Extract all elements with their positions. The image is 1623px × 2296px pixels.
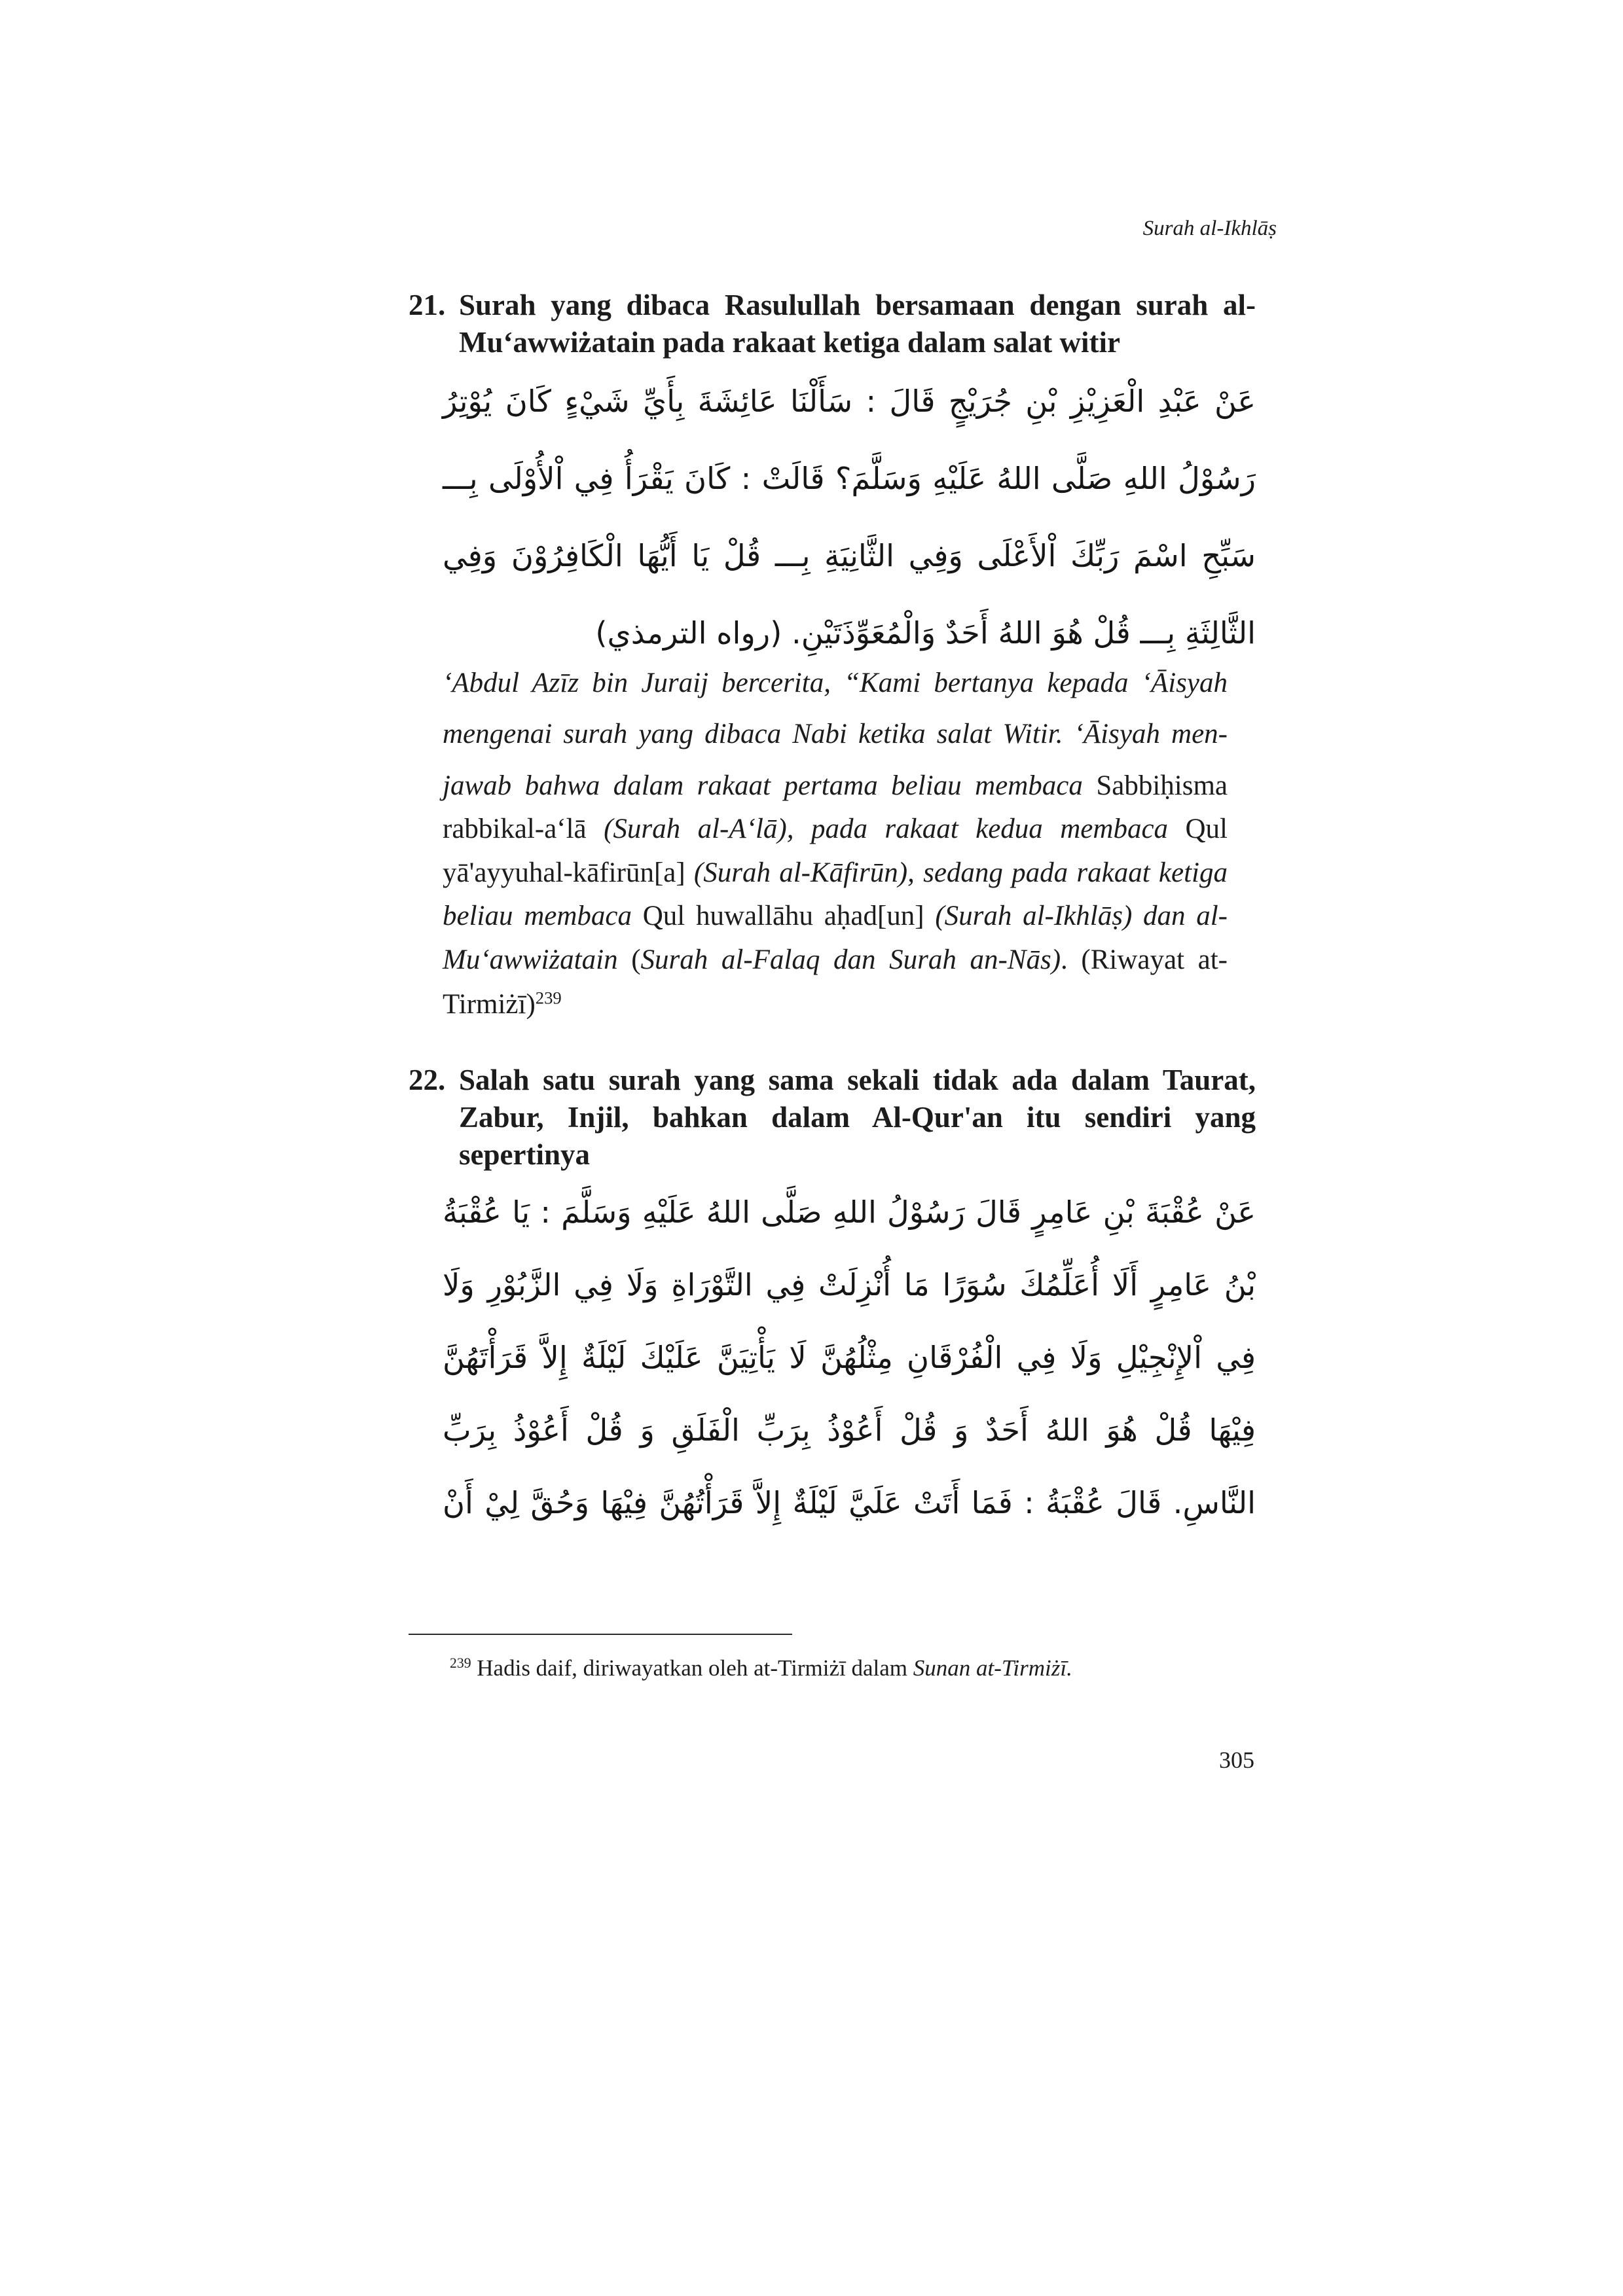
translation-line-4 <box>443 810 1228 849</box>
citation-text: . (Riwayat at- <box>1061 944 1228 975</box>
transliteration-text: rabbikal-a‘lā <box>443 814 587 844</box>
footnote <box>450 1653 1072 1684</box>
heading-line-2: Mu‘awwiżatain pada rakaat ketiga dalam salat witir <box>459 326 1120 359</box>
translation-paragraph <box>443 664 1228 1030</box>
footnote-separator <box>409 1634 792 1635</box>
page-number: 305 <box>1219 1747 1254 1773</box>
footnote-reference: 239 <box>535 988 562 1008</box>
translation-line-6 <box>443 897 1228 936</box>
arabic-hadith-22 <box>443 1176 1256 1539</box>
arabic-line-1: عَنْ عُقْبَةَ بْنِ عَامِرٍ قَالَ رَسُوْلُ اللهِ صَلَّى اللهُ عَلَيْهِ وَسَلَّمَ : يَا عُقْبَةُ <box>443 1194 1256 1230</box>
arabic-line-5: النَّاسِ. قَالَ عُقْبَةُ : فَمَا أَتَتْ عَلَيَّ لَيْلَةٌ إِلاَّ قَرَأْتُهُنَّ فِيْهَا وَحُقَّ لِيْ أَنْ <box>443 1485 1256 1520</box>
section-21-heading <box>409 287 1256 361</box>
translation-line-7 <box>443 941 1228 980</box>
footnote-source-title: Sunan at-Tirmiżī. <box>913 1655 1072 1681</box>
arabic-hadith-21 <box>443 363 1256 672</box>
translation-line-5 <box>443 853 1228 893</box>
translation-line-1 <box>443 664 1228 703</box>
transliteration-text: yā'ayyuhal-kāfirūn[a] <box>443 857 685 888</box>
section-22-heading <box>409 1062 1256 1174</box>
translation-text: mengenai surah yang dibaca Nabi ketika salat Witir. ‘Āisyah men- <box>443 719 1228 749</box>
translation-line-3 <box>443 766 1228 806</box>
heading-line-3: sepertinya <box>459 1138 590 1171</box>
heading-line-1: Surah yang dibaca Rasulullah bersamaan dengan surah al- <box>459 289 1256 321</box>
section-number: 22. <box>409 1064 446 1096</box>
heading-line-2: Zabur, Injil, bahkan dalam Al-Qur'an itu sendiri yang <box>459 1101 1256 1134</box>
arabic-line-2: بْنُ عَامِرٍ أَلَا أُعَلِّمُكَ سُوَرًا مَا أُنْزِلَتْ فِي التَّوْرَاةِ وَلَا فِي الزَّبُوْرِ وَلَا <box>443 1267 1256 1302</box>
translation-text: ( <box>617 944 641 975</box>
translation-text: (Surah al-Kāfirūn), sedang pada rakaat ketiga <box>685 857 1228 888</box>
arabic-line-3: فِي اْلإِنْجِيْلِ وَلَا فِي الْفُرْقَانِ مِثْلُهُنَّ لَا يَأْتِيَنَّ عَلَيْكَ لَيْلَةٌ إِلاَّ قَرَأْتَهُنَّ <box>443 1340 1256 1375</box>
translation-text: Surah al-Falaq dan Surah an-Nās) <box>640 944 1061 975</box>
translation-text: Mu‘awwiżatain <box>443 944 618 975</box>
translation-text: jawab bahwa dalam rakaat pertama beliau membaca <box>443 770 1097 801</box>
translation-line-2 <box>443 715 1228 754</box>
arabic-line-4: الثَّالِثَةِ بِـــ قُلْ هُوَ اللهُ أَحَدٌ وَالْمُعَوِّذَتَيْنِ. (رواه الترمذي) <box>595 615 1256 651</box>
transliteration-text: Qul <box>1185 814 1228 844</box>
translation-text: (Surah al-Ikhlāṣ) dan al- <box>924 901 1228 931</box>
arabic-line-2: رَسُوْلُ اللهِ صَلَّى اللهُ عَلَيْهِ وَسَلَّمَ؟ قَالَتْ : كَانَ يَقْرَأُ فِي اْلأُوْلَى بِـــ <box>443 461 1256 496</box>
running-header: Surah al-Ikhlāṣ <box>1142 217 1277 240</box>
arabic-line-3: سَبِّحِ اسْمَ رَبِّكَ اْلأَعْلَى وَفِي الثَّانِيَةِ بِـــ قُلْ يَا أَيُّهَا الْكَافِرُوْنَ وَفِي <box>443 538 1256 573</box>
transliteration-text: Sabbiḥisma <box>1096 770 1228 801</box>
footnote-number: 239 <box>450 1655 471 1672</box>
translation-text: (Surah al-A‘lā), pada rakaat kedua membaca <box>586 814 1186 844</box>
translation-text: beliau membaca <box>443 901 643 931</box>
arabic-line-4: فِيْهَا قُلْ هُوَ اللهُ أَحَدٌ وَ قُلْ أَعُوْذُ بِرَبِّ الْفَلَقِ وَ قُلْ أَعُوْذُ بِرَبِّ <box>443 1412 1256 1448</box>
translation-line-8 <box>443 985 1228 1024</box>
transliteration-text: Qul huwallāhu aḥad[un] <box>642 901 924 931</box>
section-number: 21. <box>409 289 446 321</box>
citation-text: Tirmiżī) <box>443 989 536 1020</box>
translation-text: ‘Abdul Azīz bin Juraij bercerita, “Kami bertanya kepada ‘Āisyah <box>443 668 1228 698</box>
heading-line-1: Salah satu surah yang sama sekali tidak ada dalam Taurat, <box>459 1064 1256 1096</box>
footnote-text: Hadis daif, diriwayatkan oleh at-Tirmiżī dalam <box>477 1655 913 1681</box>
arabic-line-1: عَنْ عَبْدِ الْعَزِيْزِ بْنِ جُرَيْجٍ قَالَ : سَأَلْنَا عَائِشَةَ بِأَيِّ شَيْءٍ كَانَ يُوْتِرُ <box>443 384 1256 419</box>
